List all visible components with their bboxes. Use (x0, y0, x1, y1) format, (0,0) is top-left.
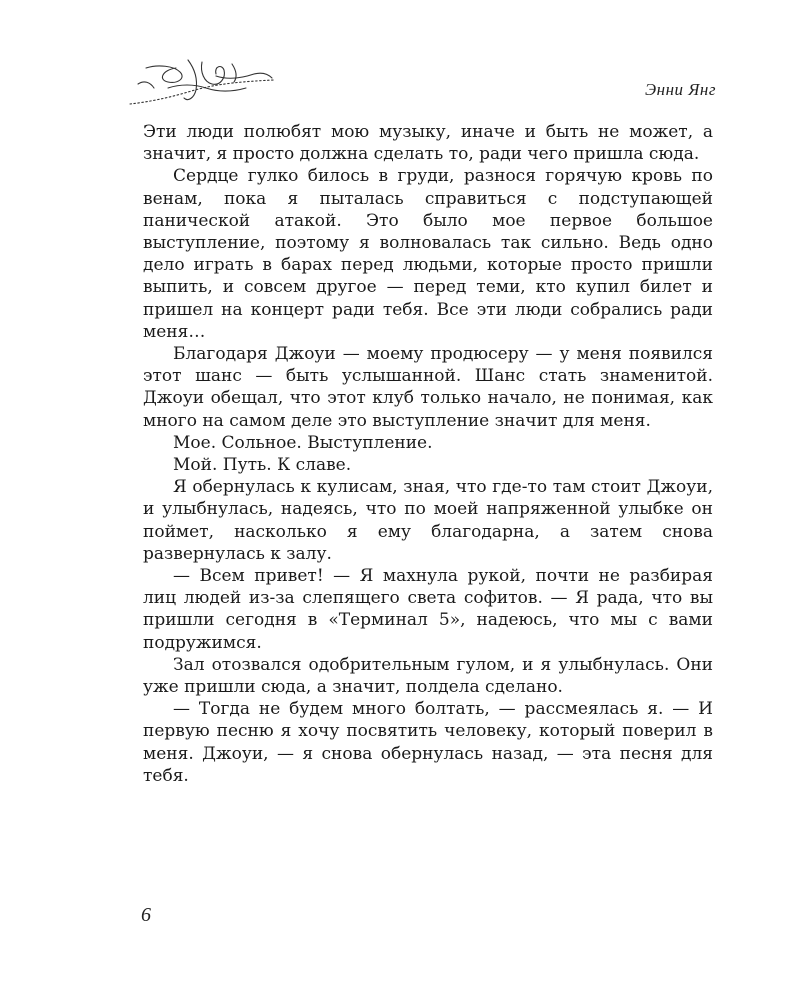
body-text (143, 121, 713, 787)
paragraph: Я обернулась к кулисам, зная, что где-то там стоит Джоуи, и улыбнулась, надеясь, что по моей напряженной улыбке он поймет, насколько я ему благодарна, а затем снова развернулась к залу. (143, 477, 713, 564)
paragraph: Благодаря Джоуи — моему продюсеру — у меня появился этот шанс — быть услышанной. Шанс стать знаменитой. Джоуи обещал, что этот клуб только начало, не понимая, как много на самом деле это выступление значит для меня. (143, 344, 713, 431)
paragraph: — Всем привет! — Я махнула рукой, почти не разбирая лиц людей из-за слепящего света софитов. — Я рада, что вы пришли сегодня в «Терминал 5», надеюсь, что мы с вами подружимся. (143, 566, 713, 653)
paragraph: Эти люди полюбят мою музыку, иначе и быть не может, а значит, я просто должна сделать то, ради чего пришла сюда. (143, 122, 713, 165)
paragraph: Мое. Сольное. Выступление. (173, 432, 433, 453)
paragraph: — Тогда не будем много болтать, — рассмеялась я. — И первую песню я хочу посвятить человеку, который поверил в меня. Джоуи, — я снова обернулась назад, — эта песня для тебя. (143, 699, 713, 786)
paragraph: Сердце гулко билось в груди, разнося горячую кровь по венам, пока я пыталась справиться с подступающей панической атакой. Это было мое первое большое выступление, поэтому я волновалась так сильно. Ведь одно дело играть в барах перед людьми, которые просто пришли выпить, и совсем другое — перед теми, кто купил билет и пришел на концерт ради тебя. Все эти люди собрались ради меня… (143, 166, 713, 342)
running-head-author: Энни Янг (645, 80, 716, 99)
page-number: 6 (141, 904, 151, 926)
script-flourish-icon (128, 54, 276, 110)
paragraph: Зал отозвался одобрительным гулом, и я улыбнулась. Они уже пришли сюда, а значит, полдела сделано. (143, 654, 713, 698)
paragraph: Мой. Путь. К славе. (173, 455, 352, 476)
